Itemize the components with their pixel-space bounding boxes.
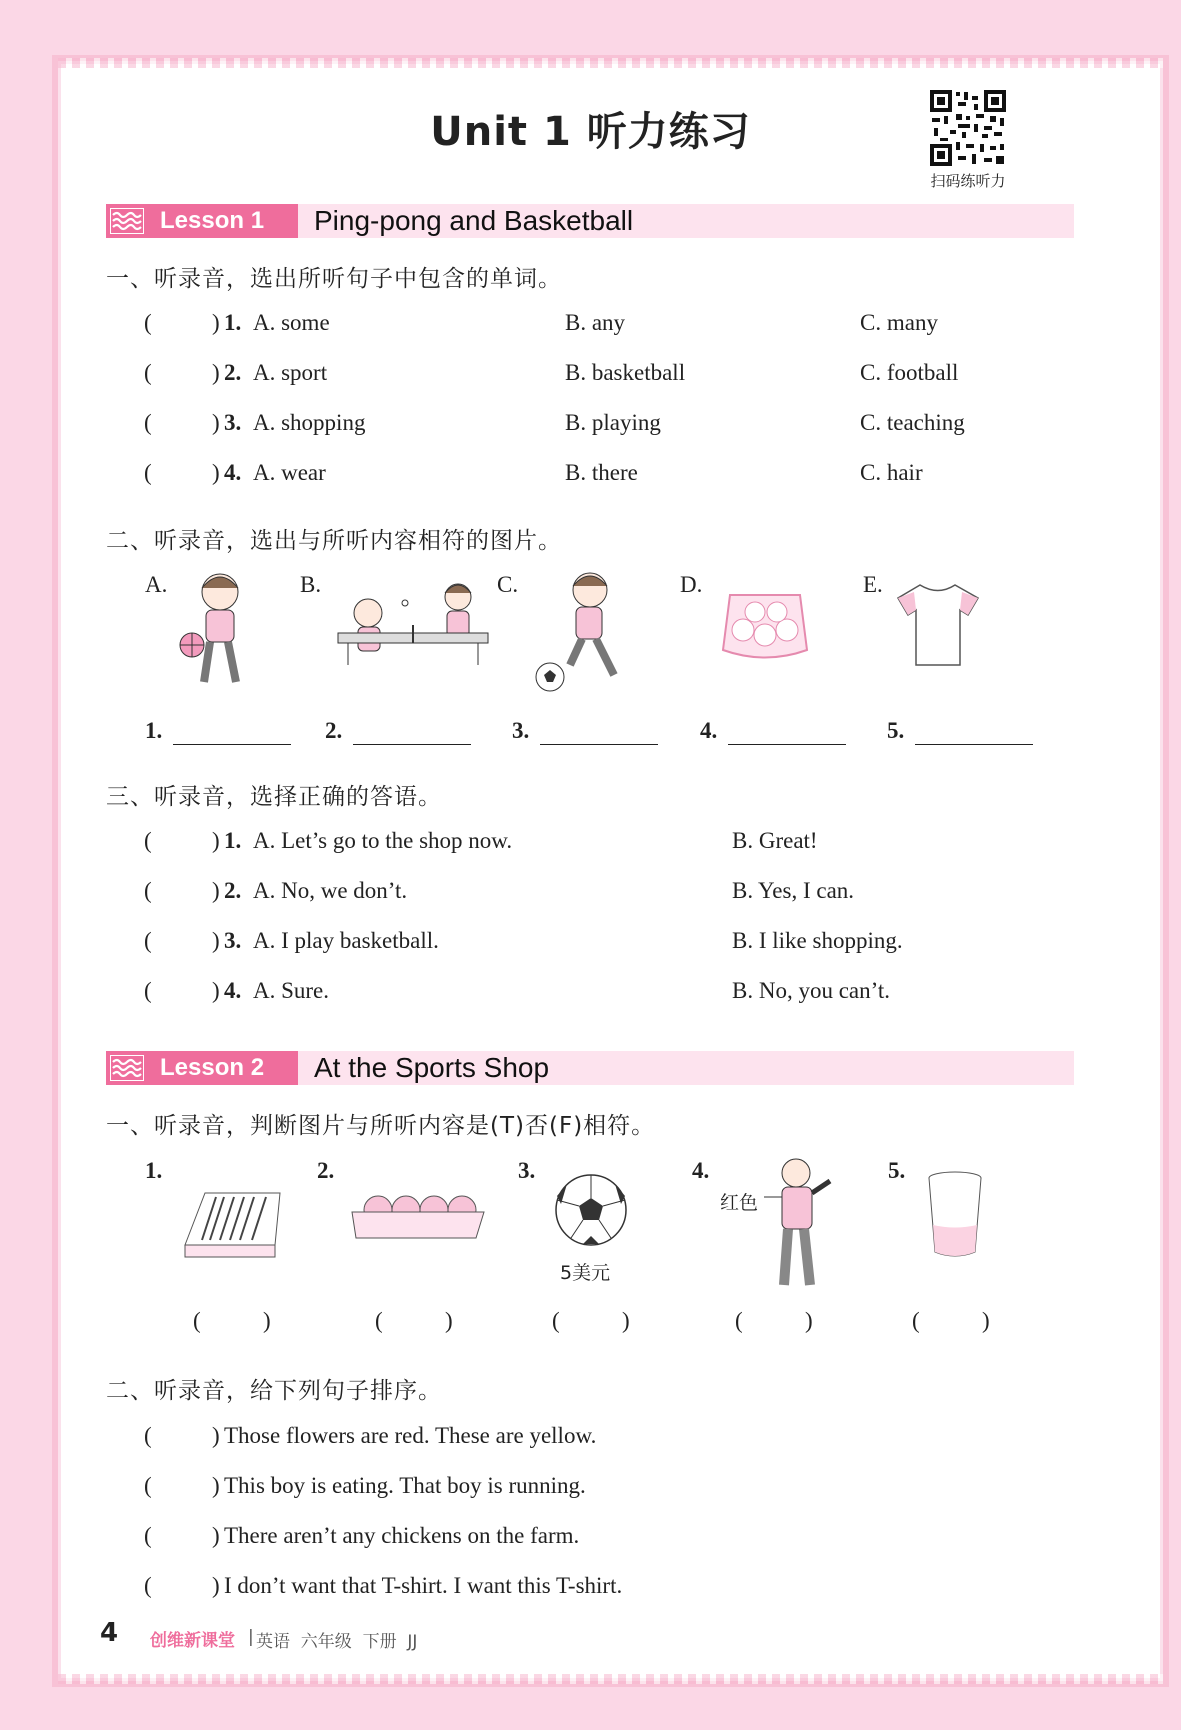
ping-pong-balls-bag-image — [715, 580, 815, 665]
question-number: 2. — [224, 878, 242, 903]
question-number: 1. — [224, 310, 242, 335]
pic-label-e: E. — [863, 572, 883, 597]
lesson1-title: Ping-pong and Basketball — [314, 205, 634, 236]
blank-number: 4. — [700, 718, 718, 743]
order-paren-close: ) — [212, 1573, 220, 1598]
option-b: B. basketball — [565, 360, 686, 385]
question-number: 3. — [224, 928, 242, 953]
tf-paren-open[interactable]: ( — [912, 1308, 920, 1333]
option-b: B. playing — [565, 410, 661, 435]
blank-number: 1. — [145, 718, 163, 743]
answer-blank[interactable] — [353, 742, 471, 745]
pic-label-b: B. — [300, 572, 322, 597]
ping-pong-balls-box-image — [348, 1190, 488, 1250]
option-b: B. Great! — [732, 828, 818, 853]
lesson1-tag-label: Lesson 1 — [160, 207, 265, 234]
question-number: 1. — [224, 828, 242, 853]
pic-num-5: 5. — [888, 1158, 906, 1183]
wave-border-top — [58, 58, 1163, 68]
option-a: A. sport — [253, 360, 328, 385]
pencil-box-image — [180, 1185, 285, 1260]
sentence: Those flowers are red. These are yellow. — [224, 1423, 597, 1448]
wave-lines-icon — [110, 1055, 144, 1081]
pic-label-c: C. — [497, 572, 519, 597]
answer-blank[interactable] — [728, 742, 846, 745]
tf-paren-open[interactable]: ( — [193, 1308, 201, 1333]
order-paren-open[interactable]: ( — [144, 1523, 152, 1548]
lesson2-title: At the Sports Shop — [314, 1052, 550, 1083]
footer-brand: 创维新课堂 — [150, 1631, 235, 1651]
lesson1-part3-heading: 三、听录音，选择正确的答语。 — [106, 784, 442, 810]
lesson1-header — [106, 204, 1074, 238]
tf-paren-close: ) — [263, 1308, 271, 1333]
lesson2-part1-heading: 一、听录音，判断图片与所听内容是(T)否(F)相符。 — [106, 1113, 656, 1139]
blank-number: 3. — [512, 718, 530, 743]
order-paren-open[interactable]: ( — [144, 1573, 152, 1598]
option-b: B. I like shopping. — [732, 928, 903, 953]
option-b: B. any — [565, 310, 626, 335]
answer-paren-open[interactable]: ( — [144, 878, 152, 903]
lesson2-header — [106, 1051, 1074, 1085]
tf-paren-open[interactable]: ( — [552, 1308, 560, 1333]
lesson1-part2-heading: 二、听录音，选出与所听内容相符的图片。 — [106, 528, 562, 554]
option-a: A. Let’s go to the shop now. — [253, 828, 513, 853]
answer-paren-open[interactable]: ( — [144, 928, 152, 953]
football-image — [553, 1172, 629, 1248]
qr-code-icon[interactable] — [928, 88, 1008, 168]
answer-paren-open[interactable]: ( — [144, 978, 152, 1003]
pic-label-a: A. — [145, 572, 168, 597]
pic-label-d: D. — [680, 572, 703, 597]
answer-paren-close: ) — [212, 828, 220, 853]
order-paren-open[interactable]: ( — [144, 1423, 152, 1448]
answer-paren-close: ) — [212, 460, 220, 485]
t-shirt-image — [890, 580, 985, 670]
boy-football-image — [530, 570, 630, 695]
answer-paren-close: ) — [212, 360, 220, 385]
ping-pong-players-image — [333, 575, 493, 675]
pic-num-1: 1. — [145, 1158, 163, 1183]
answer-paren-close: ) — [212, 978, 220, 1003]
wave-border-bottom — [58, 1674, 1163, 1684]
option-b: B. there — [565, 460, 638, 485]
page-number: 4 — [100, 1618, 119, 1648]
answer-paren-close: ) — [212, 310, 220, 335]
option-c: C. teaching — [860, 410, 965, 435]
order-paren-close: ) — [212, 1523, 220, 1548]
answer-paren-open[interactable]: ( — [144, 828, 152, 853]
wave-lines-icon — [110, 208, 144, 234]
option-a: A. shopping — [253, 410, 366, 435]
option-b: B. Yes, I can. — [732, 878, 855, 903]
footer-info: 英语 六年级 下册 JJ — [256, 1632, 418, 1652]
answer-paren-close: ) — [212, 878, 220, 903]
sentence: This boy is eating. That boy is running. — [224, 1473, 586, 1498]
answer-paren-open[interactable]: ( — [144, 310, 152, 335]
answer-blank[interactable] — [915, 742, 1033, 745]
answer-blank[interactable] — [173, 742, 291, 745]
lesson1-part1-heading: 一、听录音，选出所听句子中包含的单词。 — [106, 266, 562, 292]
man-image — [764, 1155, 844, 1290]
option-a: A. I play basketball. — [253, 928, 439, 953]
option-a: A. wear — [253, 460, 326, 485]
question-number: 4. — [224, 460, 242, 485]
tf-paren-close: ) — [622, 1308, 630, 1333]
question-number: 2. — [224, 360, 242, 385]
pic-num-4: 4. — [692, 1158, 710, 1183]
qr-caption: 扫码练听力 — [930, 172, 1006, 190]
option-c: C. football — [860, 360, 959, 385]
tf-paren-close: ) — [982, 1308, 990, 1333]
question-number: 3. — [224, 410, 242, 435]
footer-divider: | — [248, 1627, 254, 1647]
blank-number: 5. — [887, 718, 905, 743]
option-a: A. No, we don’t. — [253, 878, 408, 903]
pic-num-2: 2. — [317, 1158, 335, 1183]
blank-number: 2. — [325, 718, 343, 743]
glass-image — [925, 1170, 985, 1260]
answer-paren-open[interactable]: ( — [144, 460, 152, 485]
order-paren-close: ) — [212, 1473, 220, 1498]
page-title: Unit 1 听力练习 — [430, 109, 751, 155]
option-c: C. hair — [860, 460, 923, 485]
answer-paren-close: ) — [212, 410, 220, 435]
option-a: A. some — [253, 310, 330, 335]
tf-paren-open[interactable]: ( — [375, 1308, 383, 1333]
color-label: 红色 — [720, 1192, 759, 1214]
order-paren-close: ) — [212, 1423, 220, 1448]
pic-num-3: 3. — [518, 1158, 536, 1183]
option-b: B. No, you can’t. — [732, 978, 891, 1003]
question-number: 4. — [224, 978, 242, 1003]
option-a: A. Sure. — [253, 978, 330, 1003]
order-paren-open[interactable]: ( — [144, 1473, 152, 1498]
answer-paren-close: ) — [212, 928, 220, 953]
boy-basketball-image — [172, 570, 262, 695]
answer-paren-open[interactable]: ( — [144, 360, 152, 385]
sentence: I don’t want that T-shirt. I want this T-shirt. — [224, 1573, 623, 1598]
lesson1-tag — [106, 204, 298, 238]
tf-paren-open[interactable]: ( — [735, 1308, 743, 1333]
lesson2-part2-heading: 二、听录音，给下列句子排序。 — [106, 1378, 442, 1404]
tf-paren-close: ) — [805, 1308, 813, 1333]
answer-blank[interactable] — [540, 742, 658, 745]
option-c: C. many — [860, 310, 938, 335]
lesson2-tag-label: Lesson 2 — [160, 1054, 265, 1081]
price-label: 5美元 — [560, 1262, 611, 1284]
sentence: There aren’t any chickens on the farm. — [224, 1523, 580, 1548]
tf-paren-close: ) — [445, 1308, 453, 1333]
answer-paren-open[interactable]: ( — [144, 410, 152, 435]
lesson2-tag — [106, 1051, 298, 1085]
